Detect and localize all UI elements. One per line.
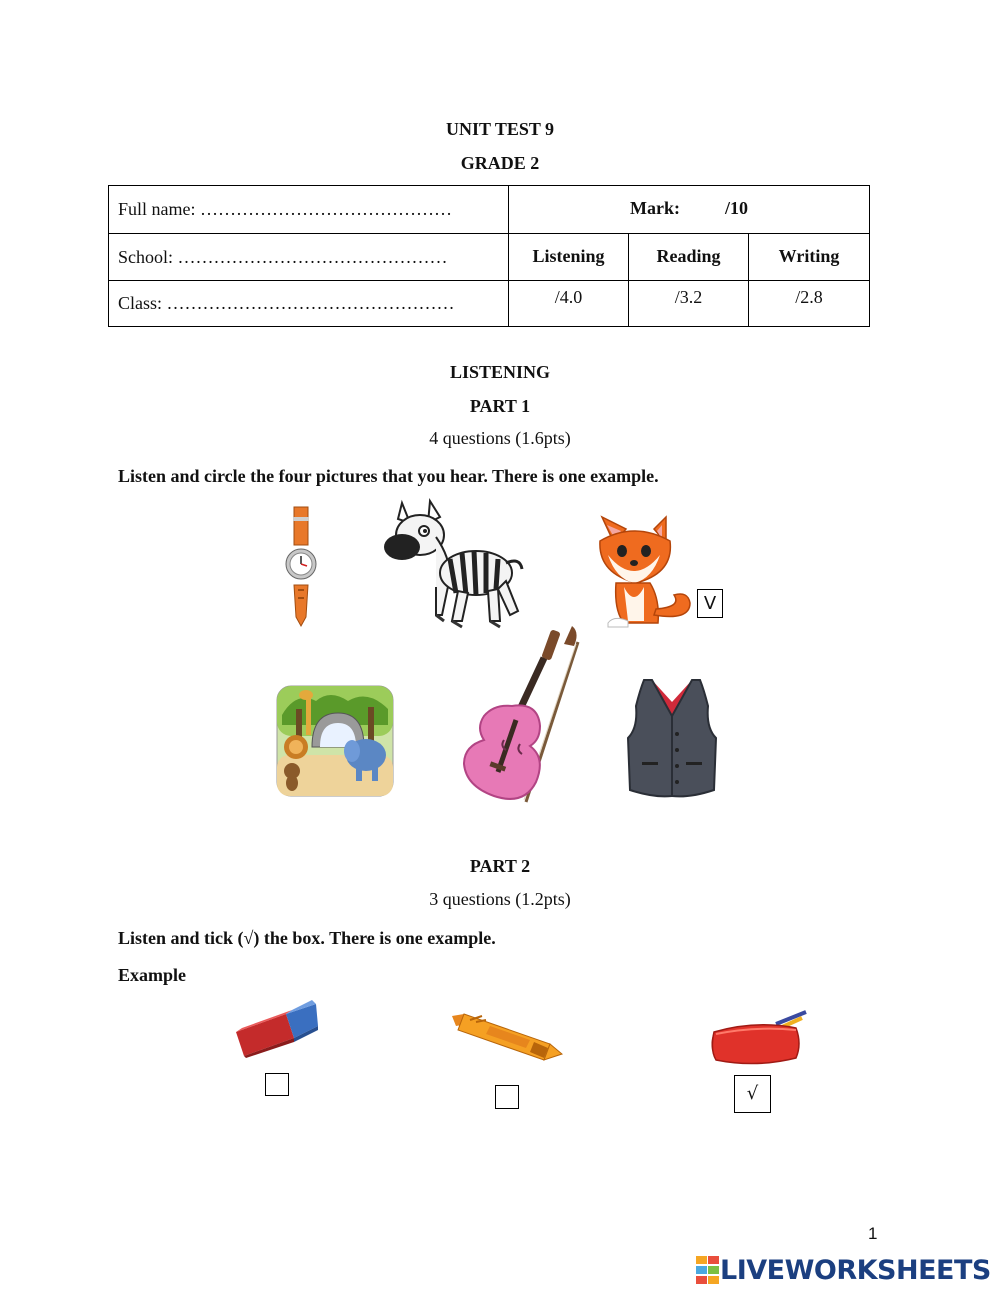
listening-header: Listening	[509, 234, 629, 281]
part1-instruction: Listen and circle the four pictures that you hear. There is one example.	[118, 466, 659, 486]
watch-picture[interactable]	[284, 505, 318, 629]
writing-score: /2.8	[749, 281, 870, 327]
student-info-table	[108, 185, 870, 327]
violin-picture[interactable]	[460, 622, 585, 807]
example-label: Example	[118, 965, 187, 985]
full-name-field[interactable]: Full name: ……………………………………	[109, 186, 509, 234]
reading-header: Reading	[629, 234, 749, 281]
part1-title: PART 1	[469, 396, 531, 416]
eraser-picture	[232, 998, 320, 1058]
vest-picture[interactable]	[622, 676, 722, 798]
part2-questions: 3 questions (1.2pts)	[429, 889, 571, 909]
zebra-picture[interactable]	[380, 497, 525, 630]
pencil-case-picture	[706, 1010, 810, 1066]
mark-cell	[509, 186, 870, 234]
page-number: 1	[868, 1224, 878, 1243]
part1-questions: 4 questions (1.6pts)	[429, 428, 571, 448]
grade-label: GRADE 2	[460, 153, 540, 173]
zoo-picture[interactable]	[276, 685, 394, 797]
fox-picture[interactable]	[594, 511, 694, 631]
mark-total: /10	[724, 198, 748, 218]
crayon-picture	[450, 1008, 564, 1064]
eraser-tick-box[interactable]	[265, 1073, 289, 1096]
logo-text: LIVEWORKSHEETS	[720, 1254, 991, 1286]
school-field[interactable]: School: ………………………………………	[109, 234, 509, 281]
logo-blocks-icon	[696, 1256, 720, 1284]
part2-title: PART 2	[469, 856, 531, 876]
listening-heading: LISTENING	[449, 362, 551, 382]
listening-score: /4.0	[509, 281, 629, 327]
pencil-case-tick-box[interactable]: √	[734, 1075, 771, 1113]
crayon-tick-box[interactable]	[495, 1085, 519, 1109]
example-tick-box[interactable]: V	[697, 589, 723, 618]
liveworksheets-logo[interactable]	[696, 1255, 991, 1285]
mark-label: Mark:	[630, 198, 680, 218]
test-title: UNIT TEST 9	[445, 119, 555, 139]
writing-header: Writing	[749, 234, 870, 281]
reading-score: /3.2	[629, 281, 749, 327]
class-field[interactable]: Class: …………………………………………	[109, 281, 509, 327]
part2-instruction: Listen and tick (√) the box. There is one example.	[118, 928, 496, 948]
